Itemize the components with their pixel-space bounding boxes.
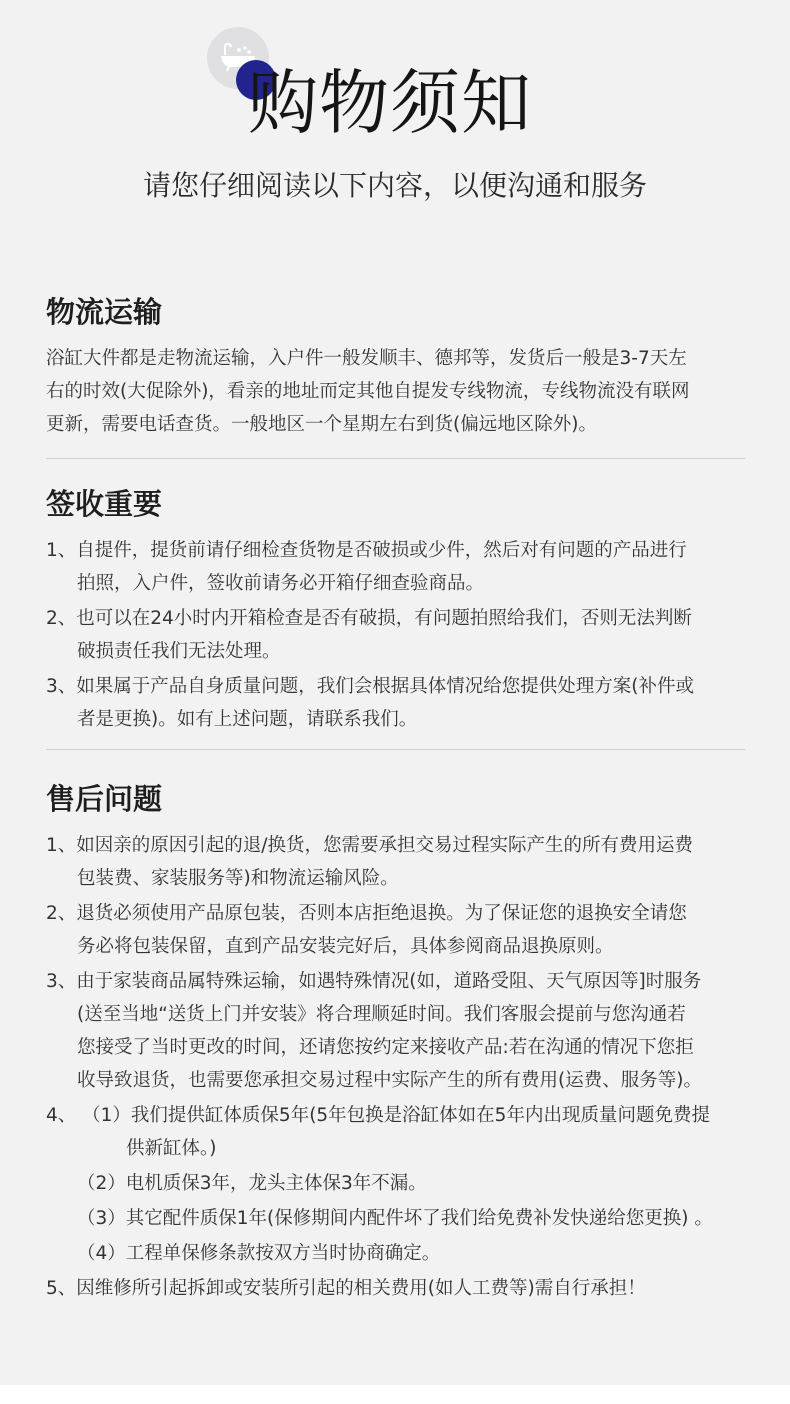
logistics-text — [46, 342, 746, 441]
text-line: 浴缸大件都是走物流运输，入户件一般发顺丰、德邦等，发货后一般是3-7天左 — [46, 348, 687, 369]
text-line: 2、退货必须使用产品原包装，否则本店拒绝退换。为了保证您的退换安全请您 — [46, 903, 687, 924]
list-item — [46, 1272, 746, 1305]
page-title: 购物须知 — [248, 62, 532, 144]
text-line: 1、自提件，提货前请仔细检查货物是否破损或少件，然后对有问题的产品进行 — [46, 540, 687, 561]
text-line: 2、也可以在24小时内开箱检查是否有破损，有问题拍照给我们，否则无法判断 — [46, 608, 692, 629]
section-title: 物流运输 — [46, 295, 163, 329]
text-line: 更新，需要电话查货。一般地区一个星期左右到货(偏远地区除外)。 — [46, 414, 597, 435]
list-item — [46, 965, 746, 1097]
section-aftersales — [46, 781, 746, 1307]
list-item — [46, 897, 746, 963]
section-title: 售后问题 — [46, 782, 163, 816]
text-line: （3）其它配件质保1年(保修期间内配件坏了我们给免费补发快递给您更换) 。 — [77, 1208, 713, 1229]
divider — [46, 749, 745, 750]
section-signing — [46, 486, 746, 738]
text-line: 3、由于家装商品属特殊运输，如遇特殊情况(如，道路受阻、天气原因等]时服务 — [46, 971, 702, 992]
list-item — [46, 534, 746, 600]
list-item — [46, 602, 746, 668]
text-line: 者是更换)。如有上述问题，请联系我们。 — [77, 709, 418, 730]
list-item — [46, 1167, 746, 1200]
divider — [46, 458, 745, 459]
text-line: 破损责任我们无法处理。 — [77, 641, 281, 662]
page-subtitle: 请您仔细阅读以下内容，以便沟通和服务 — [142, 169, 647, 202]
list-item — [46, 1099, 746, 1165]
text-line: 您接受了当时更改的时间，还请您按约定来接收产品:若在沟通的情况下您拒 — [77, 1037, 694, 1058]
text-line: （2）电机质保3年，龙头主体保3年不漏。 — [77, 1173, 427, 1194]
text-line: 1、如因亲的原因引起的退/换货，您需要承担交易过程实际产生的所有费用运费 — [46, 835, 694, 856]
text-line: 收导致退货，也需要您承担交易过程中实际产生的所有费用(运费、服务等)。 — [77, 1070, 702, 1091]
text-line: (送至当地“送货上门并安装》将合理顺延时间。我们客服会提前与您沟通若 — [77, 1004, 686, 1025]
list-item — [46, 829, 746, 895]
list-item — [46, 1237, 746, 1270]
section-title: 签收重要 — [46, 487, 163, 521]
aftersales-list — [46, 829, 746, 1305]
text-line: 5、因维修所引起拆卸或安装所引起的相关费用(如人工费等)需自行承担！ — [46, 1278, 646, 1299]
text-line: 右的时效(大促除外)，看亲的地址而定其他自提发专线物流，专线物流没有联网 — [46, 381, 690, 402]
text-line: 供新缸体。) — [126, 1138, 217, 1159]
list-item — [46, 1202, 746, 1235]
text-line: 包装费、家装服务等)和物流运输风险。 — [77, 868, 399, 889]
text-line: 3、如果属于产品自身质量问题，我们会根据具体情况给您提供处理方案(补件或 — [46, 676, 694, 697]
text-line: 4、 （1）我们提供缸体质保5年(5年包换是浴缸体如在5年内出现质量问题免费提 — [46, 1105, 710, 1126]
list-item — [46, 670, 746, 736]
text-line: （4）工程单保修条款按双方当时协商确定。 — [77, 1243, 441, 1264]
text-line: 务必将包装保留，直到产品安装完好后，具体参阅商品退换原则。 — [77, 936, 614, 957]
signing-list — [46, 534, 746, 736]
section-logistics — [46, 294, 746, 441]
text-line: 拍照，入户件，签收前请务必开箱仔细查验商品。 — [77, 573, 485, 594]
